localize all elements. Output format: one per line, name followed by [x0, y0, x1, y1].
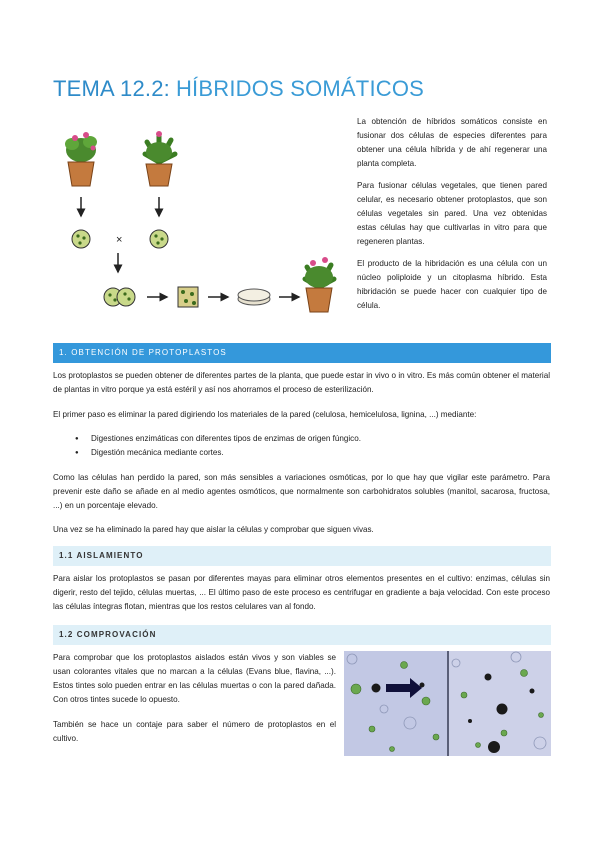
- intro-paragraph-3: El producto de la hibridación es una célula con un núcleo poliploide y un citoplasma híbrido. Esta hibridación se puede hacer con cualquier tipo de célula.: [357, 259, 547, 310]
- bullet-item-2: ● Digestión mecánica mediante cortes.: [53, 446, 550, 460]
- section-1-2-paragraph-2-text: También se hace un contaje para saber el número de protoplastos en el cultivo.: [53, 720, 336, 743]
- section-1-2-paragraph-2: [53, 718, 336, 746]
- plant-1-illustration: [65, 132, 97, 186]
- section-1-paragraph-4-text: Una vez se ha eliminado la pared hay que aislar la células y comprobar que siguen vivas.: [53, 525, 374, 534]
- page-title: [53, 76, 424, 102]
- section-1-heading-text: 1. OBTENCIÓN DE PROTOPLASTOS: [59, 348, 227, 357]
- section-1-2-heading-text: 1.2 COMPROVACIÓN: [59, 630, 157, 639]
- petri-dish: [238, 289, 270, 305]
- protoplast-micrograph: [344, 651, 551, 756]
- intro-text: [357, 115, 547, 321]
- section-1-2-heading: [53, 625, 551, 645]
- section-1-paragraph-2: [53, 408, 550, 422]
- section-1-heading: [53, 343, 551, 363]
- micrograph-divider: [447, 651, 449, 756]
- bullet-item-1: ● Digestiones enzimáticas con diferentes tipos de enzimas de origen fúngico.: [53, 432, 550, 446]
- section-1-1-heading-text: 1.1 AISLAMIENTO: [59, 551, 144, 560]
- protoplast-2: [150, 230, 168, 248]
- section-1-1-heading: [53, 546, 551, 566]
- fused-protoplasts: [104, 288, 135, 306]
- section-1-paragraph-1-text: Los protoplastos se pueden obtener de diferentes partes de la planta, que puede estar in vivo o in vitro. Es más común obtener el material de plantas in vitro porque ya está estéril y así nos ahorramos el proceso de esterilización.: [53, 371, 550, 394]
- section-1-paragraph-3: [53, 471, 550, 513]
- somatic-hybrid-diagram: [55, 122, 345, 327]
- section-1-1-paragraph-text: Para aislar los protoplastos se pasan por diferentes mayas para eliminar otros elementos presentes en el cultivo: enzimas, células sin digerir, resto del tejido, células muertas, ... El último paso de este proceso es centrifugar en gradiente a baja velocidad. Con este proceso las células íntegras flotan, mientras que los restos celulares van al fondo.: [53, 574, 550, 611]
- hybrid-plant-illustration: [305, 257, 334, 312]
- section-1-paragraph-3-text: Como las células han perdido la pared, son más sensibles a variaciones osmóticas, por lo que hay que vigilar este parámetro. Para prevenir este daño se añade en al medio agentes osmóticos, que normalmente son carbohidratos solubles (manitol, sacarosa, fructosa, ...) en un porcentaje elevado.: [53, 473, 550, 510]
- section-1-bullet-list: [53, 432, 550, 460]
- title-number: TEMA 12.2:: [53, 76, 170, 101]
- protoplast-1: [72, 230, 90, 248]
- plant-2-illustration: [145, 131, 175, 186]
- section-1-paragraph-4: [53, 523, 550, 537]
- callus-culture: [178, 287, 198, 307]
- title-name: HÍBRIDOS SOMÁTICOS: [175, 76, 425, 101]
- intro-paragraph-1: La obtención de híbridos somáticos consiste en fusionar dos células de especies diferentes para obtener una célula híbrida y de ahí regenerar una planta completa.: [357, 117, 547, 168]
- section-1-1-paragraph: [53, 572, 550, 614]
- section-1-paragraph-2-text: El primer paso es eliminar la pared digiriendo los materiales de la pared (celulosa, hemicelulosa, lignina, ...) mediante:: [53, 410, 477, 419]
- section-1-paragraph-1: [53, 369, 550, 397]
- cross-symbol: ×: [116, 234, 123, 246]
- section-1-2-paragraph-1-text: Para comprobar que los protoplastos aislados están vivos y son viables se usan colorantes vitales que no marcan a la células (Evans blue, flavina, ...). Estos tintes solo pueden entrar en las células muertas o con la pared dañada. Con otros tintes sucede lo opuesto.: [53, 653, 336, 704]
- intro-paragraph-2: Para fusionar células vegetales, que tienen pared celular, es necesario obtener protoplastos, que son células vegetales sin pared. Una vez obtenidas estas células hay que cultivarlas in vitro para que regeneren plantas.: [357, 181, 547, 246]
- section-1-2-paragraph-1: [53, 651, 336, 707]
